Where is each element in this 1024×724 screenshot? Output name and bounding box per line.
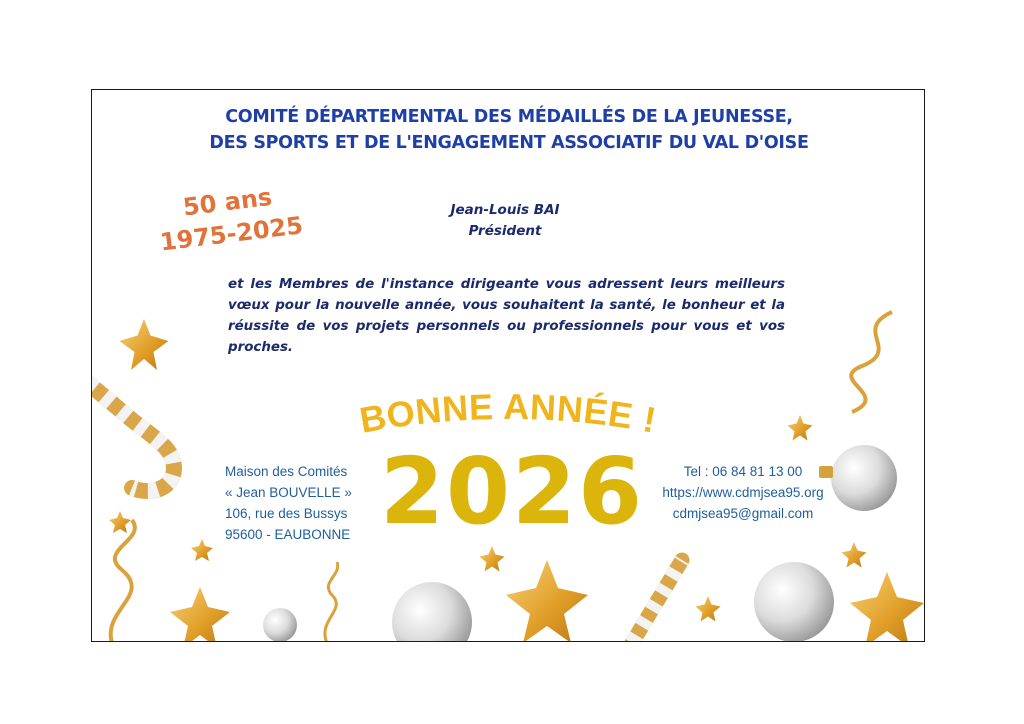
gold-star-icon bbox=[696, 596, 721, 622]
header-line-2: DES SPORTS ET DE L'ENGAGEMENT ASSOCIATIF DU VAL D'OISE bbox=[209, 133, 809, 153]
greeting-message: et les Membres de l'instance dirigeante vous adressent leurs meilleurs vœux pour la nouvelle année, vous souhaitent la santé, le bonheur et la réussite de vos projets personnels ou professionnels pour vous et vos proches. bbox=[228, 277, 785, 355]
gold-streamer-icon bbox=[851, 312, 892, 412]
president-title: Président bbox=[468, 223, 542, 239]
decorations bbox=[92, 90, 925, 642]
gold-star-icon bbox=[506, 560, 588, 642]
address-line-4: 95600 - EAUBONNE bbox=[225, 527, 351, 542]
gold-star-icon bbox=[480, 546, 505, 572]
silver-ornament-ball-icon bbox=[831, 445, 897, 511]
silver-ornament-ball-icon bbox=[263, 608, 297, 642]
president-block bbox=[412, 200, 598, 242]
address-line-1: Maison des Comités bbox=[225, 464, 348, 479]
candy-cane-icon bbox=[92, 382, 174, 491]
website-link[interactable]: https://www.cdmjsea95.org bbox=[662, 485, 824, 500]
address-line-3: 106, rue des Bussys bbox=[225, 506, 348, 521]
svg-text:BONNE ANNÉE ! bbox=[357, 386, 660, 441]
silver-ornament-ball-icon bbox=[754, 562, 834, 642]
anniversary-range: 1975-2025 bbox=[158, 211, 305, 257]
gold-streamer-icon bbox=[325, 562, 338, 642]
header-line-1: COMITÉ DÉPARTEMENTAL DES MÉDAILLÉS DE LA JEUNESSE, bbox=[225, 107, 793, 127]
email-link[interactable]: cdmjsea95@gmail.com bbox=[672, 506, 814, 521]
gold-star-icon bbox=[109, 511, 131, 533]
gold-star-icon bbox=[842, 542, 867, 568]
gold-star-icon bbox=[170, 587, 230, 642]
president-name: Jean-Louis BAI bbox=[450, 202, 560, 218]
year-label: 2026 bbox=[380, 438, 645, 545]
anniversary-years: 50 ans bbox=[181, 182, 274, 222]
committee-header bbox=[92, 104, 925, 156]
address-line-2: « Jean BOUVELLE » bbox=[225, 485, 352, 500]
gold-star-icon bbox=[120, 319, 169, 370]
gold-star-icon bbox=[788, 415, 813, 441]
phone-number: Tel : 06 84 81 13 00 bbox=[683, 464, 803, 479]
gold-star-icon bbox=[850, 572, 924, 642]
candy-cane-icon bbox=[632, 560, 682, 642]
greeting-card bbox=[91, 89, 925, 642]
gold-star-icon bbox=[191, 539, 213, 561]
contact-block bbox=[648, 461, 838, 524]
silver-ornament-ball-icon bbox=[392, 582, 472, 642]
gold-streamer-icon bbox=[111, 520, 135, 642]
address-block bbox=[225, 461, 365, 545]
bonne-annee-text: BONNE ANNÉE ! bbox=[356, 385, 660, 441]
